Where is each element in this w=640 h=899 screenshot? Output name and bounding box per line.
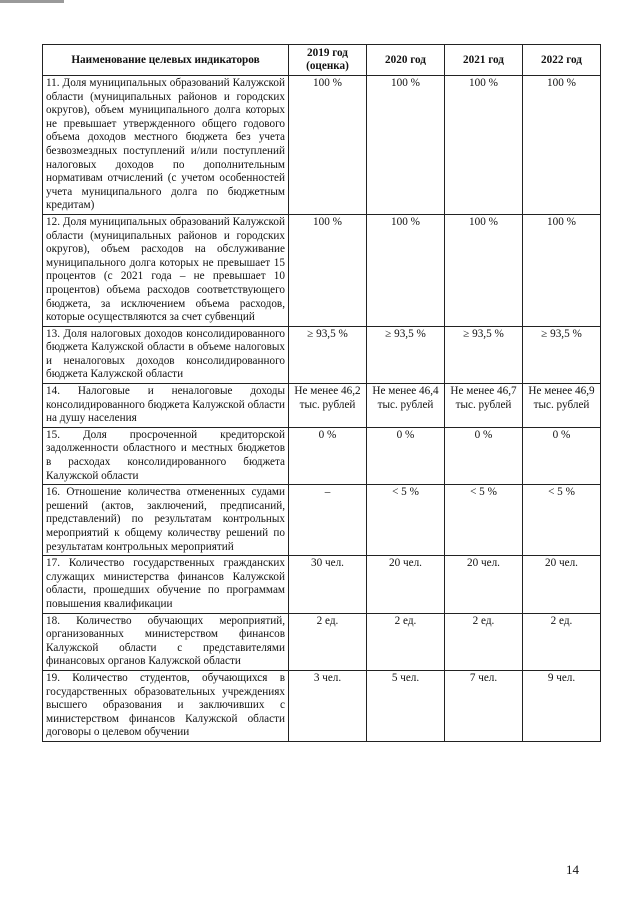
table-row xyxy=(43,326,601,383)
value-2022: 100 % xyxy=(523,214,601,326)
value-2021: 2 ед. xyxy=(445,613,523,670)
value-2022: Не менее 46,9 тыс. рублей xyxy=(523,384,601,428)
scan-edge-mark xyxy=(0,0,64,3)
value-2019: 2 ед. xyxy=(289,613,367,670)
header-year-2021: 2021 год xyxy=(445,45,523,76)
value-2021: 20 чел. xyxy=(445,556,523,613)
value-2021: Не менее 46,7 тыс. рублей xyxy=(445,384,523,428)
table-row xyxy=(43,384,601,428)
header-year-2022: 2022 год xyxy=(523,45,601,76)
table-row xyxy=(43,427,601,484)
indicator-name: 14. Налоговые и неналоговые доходы консолидированного бюджета Калужской области на душу населения xyxy=(43,384,289,428)
table-row xyxy=(43,613,601,670)
table-row xyxy=(43,670,601,741)
table-row xyxy=(43,556,601,613)
value-2020: ≥ 93,5 % xyxy=(367,326,445,383)
indicator-name: 17. Количество государственных гражданских служащих министерства финансов Калужской области, прошедших обучение по программам повышения квалификации xyxy=(43,556,289,613)
header-year-2020: 2020 год xyxy=(367,45,445,76)
value-2019: ≥ 93,5 % xyxy=(289,326,367,383)
indicator-name: 16. Отношение количества отмененных судами решений (актов, заключений, предписаний, представлений) по результатам контрольных мероприятий к общему количеству решений по результатам контрольных мероприятий xyxy=(43,485,289,556)
indicator-name: 11. Доля муниципальных образований Калужской области (муниципальных районов и городских округов), объем муниципального долга которых не превышает утвержденного общего годового объема доходов местного бюджета без учета безвозмездных поступлений и/или поступлений налоговых доходов по дополнительным нормативам отчислений (с учетом особенностей учета муниципального долга по бюджетным кредитам) xyxy=(43,76,289,215)
value-2022: 9 чел. xyxy=(523,670,601,741)
header-year-2019: 2019 год (оценка) xyxy=(289,45,367,76)
value-2022: 20 чел. xyxy=(523,556,601,613)
value-2022: 2 ед. xyxy=(523,613,601,670)
value-2021: 0 % xyxy=(445,427,523,484)
value-2021: 7 чел. xyxy=(445,670,523,741)
indicator-name: 13. Доля налоговых доходов консолидированного бюджета Калужской области в объеме налоговых и неналоговых доходов консолидированного бюджета Калужской области xyxy=(43,326,289,383)
value-2019: 3 чел. xyxy=(289,670,367,741)
value-2020: 2 ед. xyxy=(367,613,445,670)
indicator-name: 15. Доля просроченной кредиторской задолженности областного и местных бюджетов в расходах консолидированного бюджета Калужской области xyxy=(43,427,289,484)
value-2019: 30 чел. xyxy=(289,556,367,613)
header-indicator-name: Наименование целевых индикаторов xyxy=(43,45,289,76)
target-indicators-table xyxy=(42,44,601,742)
value-2020: 5 чел. xyxy=(367,670,445,741)
value-2021: 100 % xyxy=(445,214,523,326)
value-2020: 100 % xyxy=(367,76,445,215)
value-2022: < 5 % xyxy=(523,485,601,556)
page-number: 14 xyxy=(566,862,579,877)
value-2020: < 5 % xyxy=(367,485,445,556)
table-header-row xyxy=(43,45,601,76)
value-2019: – xyxy=(289,485,367,556)
value-2022: 0 % xyxy=(523,427,601,484)
value-2020: 20 чел. xyxy=(367,556,445,613)
value-2021: < 5 % xyxy=(445,485,523,556)
value-2022: ≥ 93,5 % xyxy=(523,326,601,383)
value-2021: ≥ 93,5 % xyxy=(445,326,523,383)
value-2020: 0 % xyxy=(367,427,445,484)
value-2019: Не менее 46,2 тыс. рублей xyxy=(289,384,367,428)
value-2021: 100 % xyxy=(445,76,523,215)
indicator-name: 19. Количество студентов, обучающихся в государственных образовательных учреждениях высшего образования и заключивших с министерством финансов Калужской области договоры о целевом обучении xyxy=(43,670,289,741)
indicator-name: 18. Количество обучающих мероприятий, организованных министерством финансов Калужской области с представителями финансовых органов Калужской области xyxy=(43,613,289,670)
table-row xyxy=(43,214,601,326)
table-row xyxy=(43,485,601,556)
value-2020: Не менее 46,4 тыс. рублей xyxy=(367,384,445,428)
value-2022: 100 % xyxy=(523,76,601,215)
table-row xyxy=(43,76,601,215)
value-2019: 100 % xyxy=(289,76,367,215)
value-2019: 0 % xyxy=(289,427,367,484)
indicator-name: 12. Доля муниципальных образований Калужской области (муниципальных районов и городских округов), объем расходов на обслуживание муниципального долга которых не превышает 15 процентов (с 2021 года – не превышает 10 процентов) объема расходов соответствующего бюджета, за исключением объема расходов, которые осуществляются за счет субвенций xyxy=(43,214,289,326)
value-2020: 100 % xyxy=(367,214,445,326)
value-2019: 100 % xyxy=(289,214,367,326)
